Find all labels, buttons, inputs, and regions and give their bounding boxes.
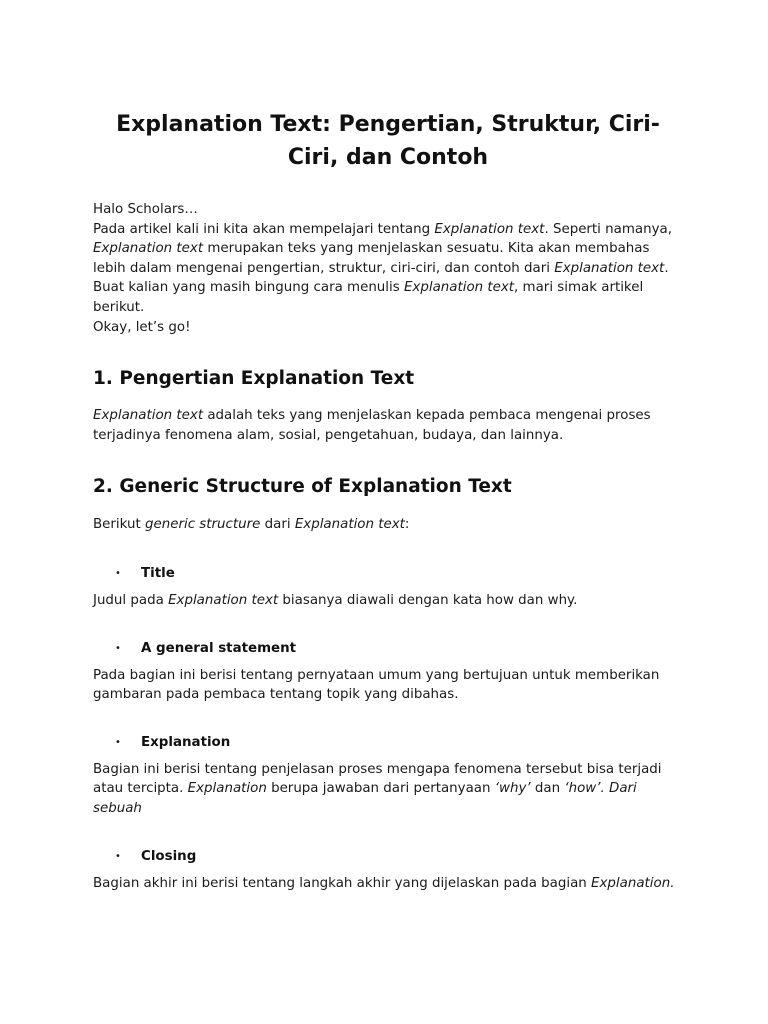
list-item-description [93,666,683,705]
description-term: Explanation text [168,592,279,608]
description-text: dan [530,781,565,797]
list-item-header [93,733,683,753]
description-text: Bagian akhir ini berisi tentang langkah akhir yang dijelaskan pada bagian [93,875,592,891]
section-heading-pengertian: 1. Pengertian Explanation Text [93,368,415,390]
list-item-header [93,564,683,584]
intro-term: Explanation text [434,221,545,237]
list-item-title: Title [141,565,175,581]
intro-text: . Seperti namanya, [544,221,672,237]
list-item [93,639,683,705]
description-term: ‘why’ [494,781,531,797]
definition-paragraph [93,406,683,445]
intro-closing: Okay, let’s go! [93,319,191,335]
description-term: Explanation [187,781,267,797]
structure-intro-text: : [404,517,410,533]
description-text: Bagian ini berisi tentang penjelasan proses mengapa fenomena tersebut bisa terjadi atau tercipta. [93,761,662,797]
list-item-description [93,760,683,819]
list-item-description [93,591,683,611]
intro-greeting: Halo Scholars… [93,202,198,217]
list-item-title: A general statement [141,640,297,656]
description-text: berupa jawaban dari pertanyaan [266,781,495,797]
structure-intro-text: Berikut [93,517,145,533]
description-term: ‘how’. Dari sebuah [93,781,637,816]
generic-structure-list [93,564,683,893]
bullet-icon: • [115,736,121,748]
intro-paragraph [93,200,683,337]
intro-term: Explanation text [554,260,665,276]
list-item-title: Closing [141,848,197,864]
description-text: biasanya diawali dengan kata how dan why. [278,592,578,608]
list-item-title: Explanation [141,734,231,750]
intro-term: Explanation text [93,241,204,257]
intro-text: merupakan teks yang menjelaskan sesuatu. Kita akan membahas lebih dalam mengenai pengertian, struktur, ciri-ciri, dan contoh dari [93,241,650,276]
intro-text: , mari simak artikel berikut. [93,280,644,315]
definition-term: Explanation text [93,408,204,424]
bullet-icon: • [115,850,121,862]
structure-intro-term: generic structure [145,517,261,533]
description-text: Pada bagian ini berisi tentang pernyataan umum yang bertujuan untuk memberikan gambaran pada pembaca tentang topik yang dibahas. [93,667,660,703]
list-item [93,564,683,611]
page-title: Explanation Text: Pengertian, Struktur, Ciri-Ciri, dan Contoh [116,112,660,170]
definition-text: adalah teks yang menjelaskan kepada pembaca mengenai proses terjadinya fenomena alam, sosial, pengetahuan, budaya, dan lainnya. [93,408,651,443]
structure-intro-term: Explanation text [294,517,405,533]
list-item [93,847,683,894]
description-text: Judul pada [93,592,169,608]
bullet-icon: • [115,567,121,579]
intro-term: Explanation text [403,280,515,296]
structure-intro-paragraph [93,515,683,535]
structure-intro-text: dari [260,517,295,533]
section-heading-generic-structure: 2. Generic Structure of Explanation Text [93,476,512,498]
description-term: Explanation. [591,875,675,891]
list-item-description [93,874,683,894]
list-item [93,733,683,819]
list-item-header [93,639,683,659]
article [93,108,683,893]
intro-text: Pada artikel kali ini kita akan mempelajari tentang [93,221,435,237]
intro-text: . Buat kalian yang masih bingung cara menulis [93,260,669,296]
list-item-header [93,847,683,867]
bullet-icon: • [115,642,121,654]
